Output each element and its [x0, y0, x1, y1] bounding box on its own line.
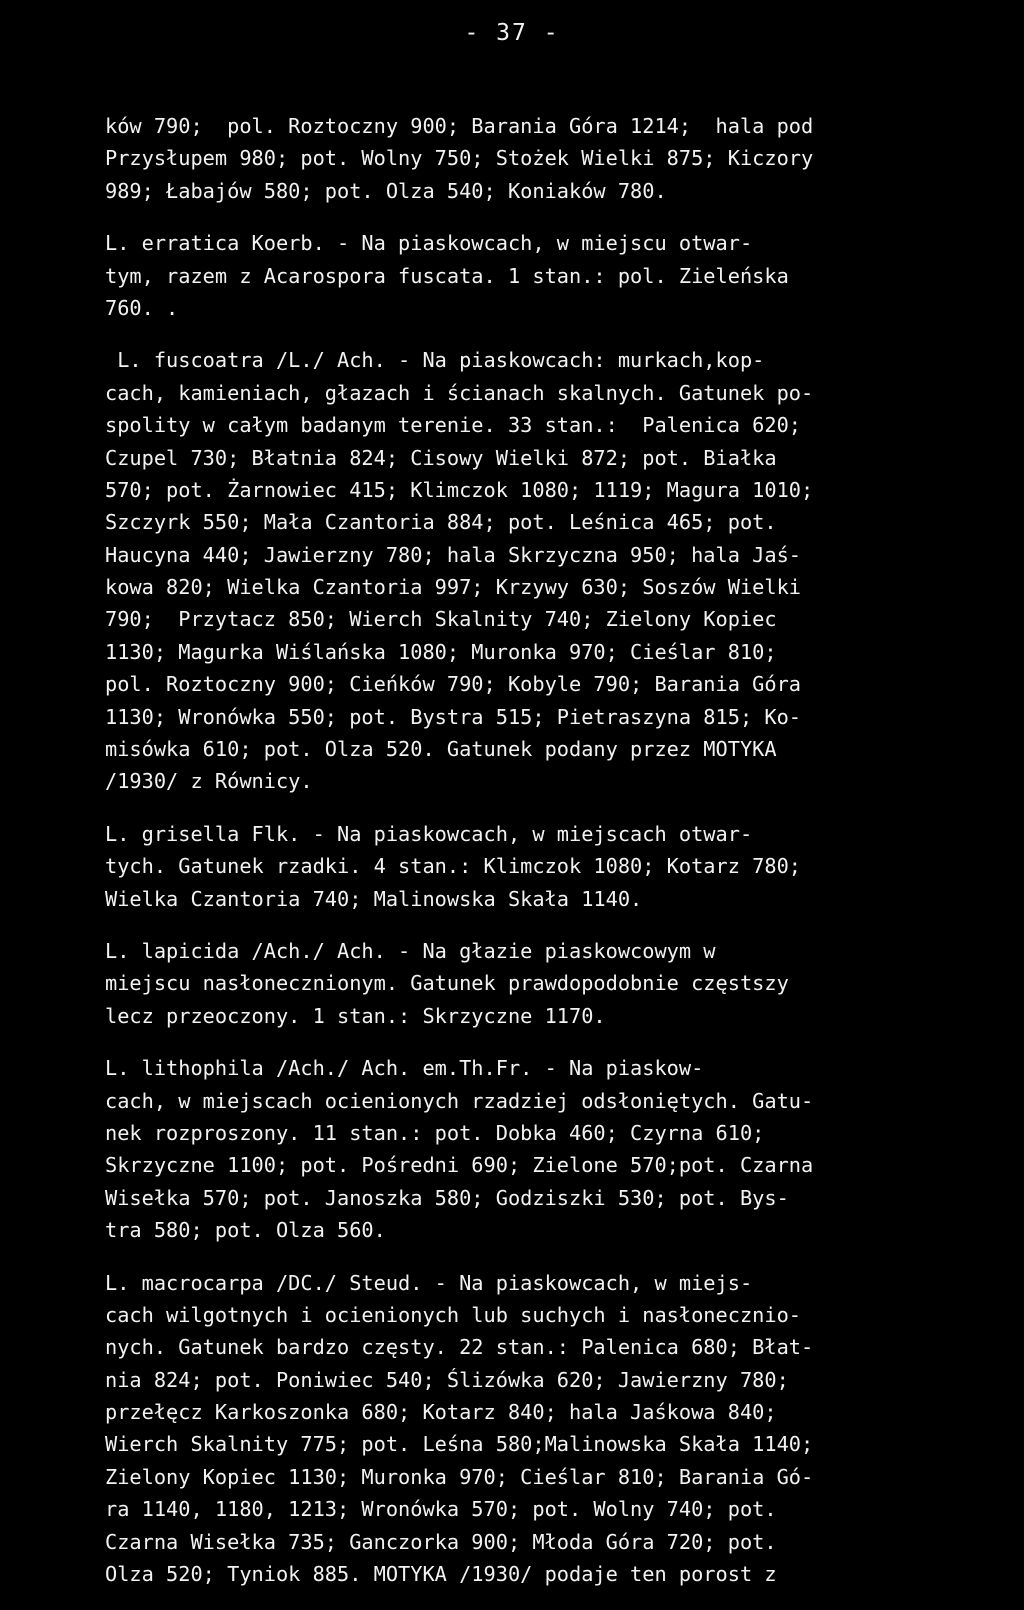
text-line: 790; Przytacz 850; Wierch Skalnity 740; Zielony Kopiec [105, 607, 777, 632]
text-line: 1130; Wronówka 550; pot. Bystra 515; Pietraszyna 815; Ko- [105, 704, 801, 729]
text-line: Wisełka 570; pot. Janoszka 580; Godziszki 530; pot. Bys- [105, 1185, 801, 1210]
text-line: cach, w miejscach ocienionych rzadziej odsłoniętych. Gatu- [105, 1088, 814, 1113]
paragraph [105, 1052, 935, 1246]
text-line: Wielka Czantoria 740; Malinowska Skała 1140. [105, 886, 643, 911]
text-line: przełęcz Karkoszonka 680; Kotarz 840; hala Jaśkowa 840; [105, 1400, 777, 1425]
paragraph [105, 344, 935, 797]
document-body [105, 110, 935, 1610]
text-line: tych. Gatunek rzadki. 4 stan.: Klimczok 1080; Kotarz 780; [105, 854, 801, 879]
text-line: nych. Gatunek bardzo częsty. 22 stan.: Palenica 680; Błat- [105, 1335, 814, 1360]
text-line: Skrzyczne 1100; pot. Pośredni 690; Zielone 570;pot. Czarna [105, 1153, 814, 1178]
text-line: cach wilgotnych i ocienionych lub suchych i nasłonecznio- [105, 1302, 801, 1327]
text-line: lecz przeoczony. 1 stan.: Skrzyczne 1170. [105, 1003, 606, 1028]
text-line: Czarna Wisełka 735; Ganczorka 900; Młoda Góra 720; pot. [105, 1529, 777, 1554]
text-line: ków 790; pol. Roztoczny 900; Barania Góra 1214; hala pod [105, 114, 814, 138]
text-line: Wierch Skalnity 775; pot. Leśna 580;Malinowska Skała 1140; [105, 1432, 814, 1457]
text-line: tym, razem z Acarospora fuscata. 1 stan.: pol. Zieleńska [105, 263, 789, 288]
paragraph [105, 110, 935, 207]
text-line: tra 580; pot. Olza 560. [105, 1218, 386, 1243]
text-line: L. macrocarpa /DC./ Steud. - Na piaskowcach, w miejs- [105, 1270, 753, 1295]
text-line: L. fuscoatra /L./ Ach. - Na piaskowcach: murkach,kop- [105, 348, 765, 373]
text-line: nek rozproszony. 11 stan.: pot. Dobka 460; Czyrna 610; [105, 1120, 765, 1145]
text-line: kowa 820; Wielka Czantoria 997; Krzywy 630; Soszów Wielki [105, 575, 801, 600]
text-line: L. lapicida /Ach./ Ach. - Na głazie piaskowcowym w [105, 938, 716, 963]
text-line: Haucyna 440; Jawierzny 780; hala Skrzyczna 950; hala Jaś- [105, 542, 801, 567]
text-line: ra 1140, 1180, 1213; Wronówka 570; pot. Wolny 740; pot. [105, 1497, 777, 1522]
text-line: 1130; Magurka Wiślańska 1080; Muronka 970; Cieślar 810; [105, 639, 777, 664]
text-line: cach, kamieniach, głazach i ścianach skalnych. Gatunek po- [105, 380, 814, 405]
text-line: /1930/ z Równicy. [105, 769, 313, 794]
text-line: nia 824; pot. Poniwiec 540; Ślizówka 620; Jawierzny 780; [105, 1367, 789, 1392]
text-line: misówka 610; pot. Olza 520. Gatunek podany przez MOTYKA [105, 737, 777, 762]
text-line: L. grisella Flk. - Na piaskowcach, w miejscach otwar- [105, 821, 753, 846]
text-line: 570; pot. Żarnowiec 415; Klimczok 1080; 1119; Magura 1010; [105, 477, 814, 502]
text-line: Zielony Kopiec 1130; Muronka 970; Cieślar 810; Barania Gó- [105, 1464, 814, 1489]
text-line: spolity w całym badanym terenie. 33 stan.: Palenica 620; [105, 413, 801, 438]
text-line: pol. Roztoczny 900; Cieńków 790; Kobyle 790; Barania Góra [105, 672, 801, 697]
text-line: L. lithophila /Ach./ Ach. em.Th.Fr. - Na piaskow- [105, 1056, 704, 1081]
text-line: 989; Łabajów 580; pot. Olza 540; Koniaków 780. [105, 178, 667, 203]
paragraph [105, 935, 935, 1032]
text-line: Szczyrk 550; Mała Czantoria 884; pot. Leśnica 465; pot. [105, 510, 777, 535]
text-line: miejscu nasłonecznionym. Gatunek prawdopodobnie częstszy [105, 971, 789, 996]
paragraph [105, 227, 935, 324]
paragraph [105, 1267, 935, 1591]
text-line: Czupel 730; Błatnia 824; Cisowy Wielki 872; pot. Białka [105, 445, 777, 470]
text-line: L. erratica Koerb. - Na piaskowcach, w miejscu otwar- [105, 231, 753, 256]
text-line: Olza 520; Tyniok 885. MOTYKA /1930/ podaje ten porost z [105, 1562, 777, 1587]
page-number: - 37 - [464, 20, 560, 46]
paragraph [105, 818, 935, 915]
text-line: 760. . [105, 295, 179, 320]
text-line: Przysłupem 980; pot. Wolny 750; Stożek Wielki 875; Kiczory [105, 146, 814, 171]
